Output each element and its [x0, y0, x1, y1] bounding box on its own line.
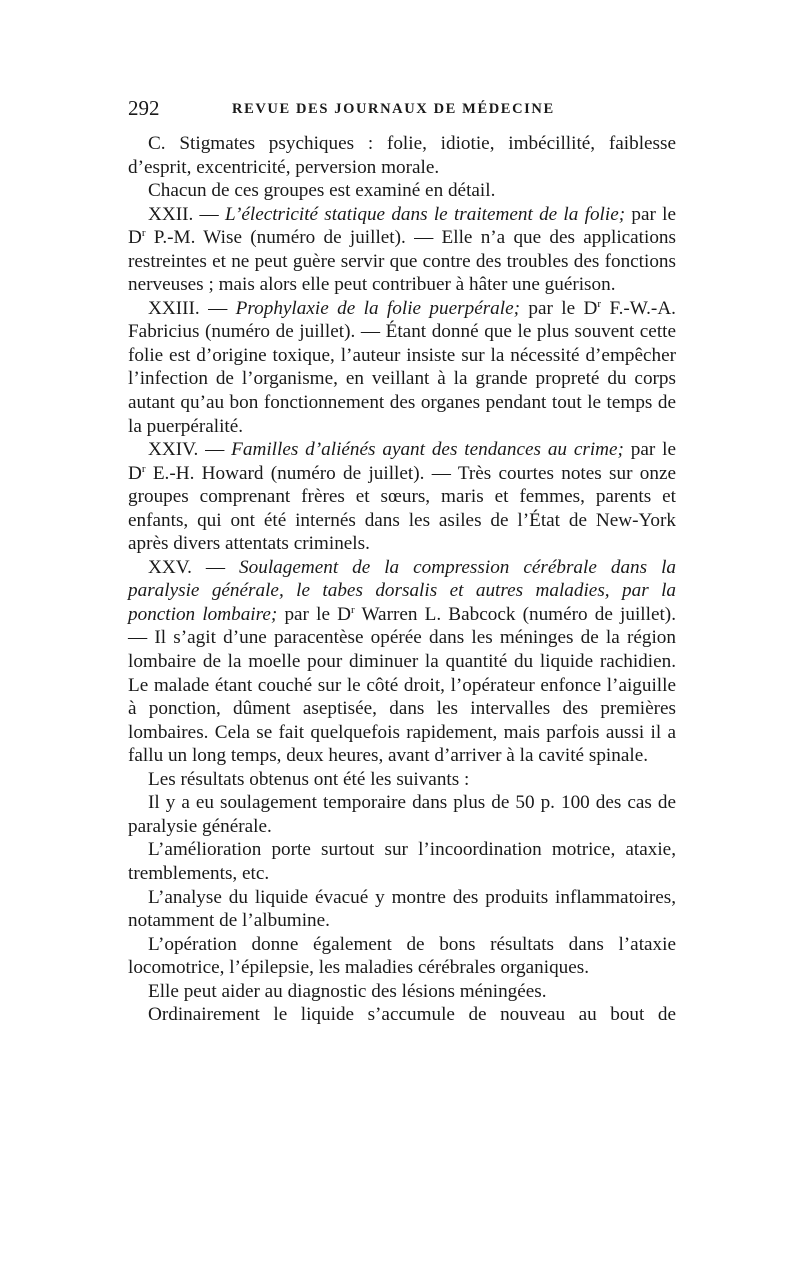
entry-author-prefix: par le D	[277, 603, 351, 625]
page-number: 292	[128, 96, 160, 120]
entry-number: XXII. —	[148, 203, 225, 225]
entry-number: XXIV. —	[148, 439, 232, 461]
running-head	[128, 96, 673, 126]
doctor-superscript: r	[597, 297, 602, 310]
entry-xxiv	[128, 438, 676, 556]
entry-title: Familles d’aliénés ayant des tendances au crime;	[231, 439, 624, 461]
entry-number: XXIII. —	[148, 297, 236, 319]
paragraph-result-3: L’analyse du liquide évacué y montre des produits inflammatoires, notamment de l’albumine.	[128, 886, 676, 932]
paragraph-result-2: L’amélioration porte surtout sur l’incoordination motrice, ataxie, tremblements, etc.	[128, 839, 676, 884]
paragraph-result-6: Ordinairement le liquide s’accumule de nouveau au bout de	[148, 1004, 676, 1026]
entry-xxv	[128, 556, 676, 768]
entry-author-prefix: par le D	[520, 297, 598, 319]
entry-text: Warren L. Babcock (numéro de juillet). — Il s’agit d’une paracentèse opérée dans les méninges de la région lombaire de la moelle pour diminuer la quantité du liquide rachidien. Le malade étant couché sur le côté droit, l’opérateur enfonce l’aiguille à ponction, dûment aseptisée, dans les intervalles des premières lombaires. Cela se fait quelquefois rapidement, mais parfois aussi il a fallu un long temps, deux heures, avant d’arriver à la cavité spinale.	[128, 603, 676, 767]
paragraph-result-1: Il y a eu soulagement temporaire dans plus de 50 p. 100 des cas de paralysie générale.	[128, 792, 676, 837]
entry-author-prefix: par le D	[128, 439, 677, 484]
paragraph-results: Les résultats obtenus ont été les suivants :	[148, 768, 470, 790]
paragraph-chacun: Chacun de ces groupes est examiné en détail.	[148, 180, 496, 202]
doctor-superscript: r	[141, 462, 146, 475]
entry-text: P.-M. Wise (numéro de juillet). — Elle n’a que des applications restreintes et ne peut guère servir que contre des troubles des fonctions nerveuses ; mais alors elle peut contribuer à hâter une guérison.	[128, 227, 676, 296]
paragraph-result-5: Elle peut aider au diagnostic des lésions méningées.	[148, 980, 547, 1002]
doctor-superscript: r	[141, 227, 146, 240]
article-body	[128, 132, 676, 1027]
entry-title: Soulagement de la compression cérébrale dans la paralysie générale, le tabes dorsalis et autres maladies, par la ponction lombaire;	[128, 556, 676, 625]
paragraph-stigmates: C. Stigmates psychiques : folie, idiotie, imbécillité, faiblesse d’esprit, excentricité, perversion morale.	[128, 133, 676, 178]
doctor-superscript: r	[350, 603, 355, 616]
entry-xxiii	[128, 297, 676, 438]
entry-number: XXV. —	[148, 556, 240, 578]
entry-text: E.-H. Howard (numéro de juillet). — Très courtes notes sur onze groupes comprenant frères et sœurs, maris et femmes, parents et enfants, qui ont été internés dans les asiles de l’État de New-York après divers attentats criminels.	[128, 462, 676, 555]
journal-title: REVUE DES JOURNAUX DE MÉDECINE	[232, 101, 555, 117]
entry-xxii	[128, 203, 676, 297]
paragraph-result-4: L’opération donne également de bons résultats dans l’ataxie locomotrice, l’épilepsie, les maladies cérébrales organiques.	[128, 933, 676, 979]
entry-title: L’électricité statique dans le traitement de la folie;	[225, 203, 626, 225]
entry-author-prefix: par le D	[128, 203, 676, 249]
entry-title: Prophylaxie de la folie puerpérale;	[235, 297, 521, 319]
entry-text: F.-W.-A. Fabricius (numéro de juillet). — Étant donné que le plus souvent cette folie est d’origine toxique, l’auteur insiste sur la nécessité d’empêcher l’infection de l’organisme, en veillant à la grande propreté du corps autant qu’au bon fonctionnement des organes pendant tout le temps de la puerpéralité.	[128, 297, 676, 437]
